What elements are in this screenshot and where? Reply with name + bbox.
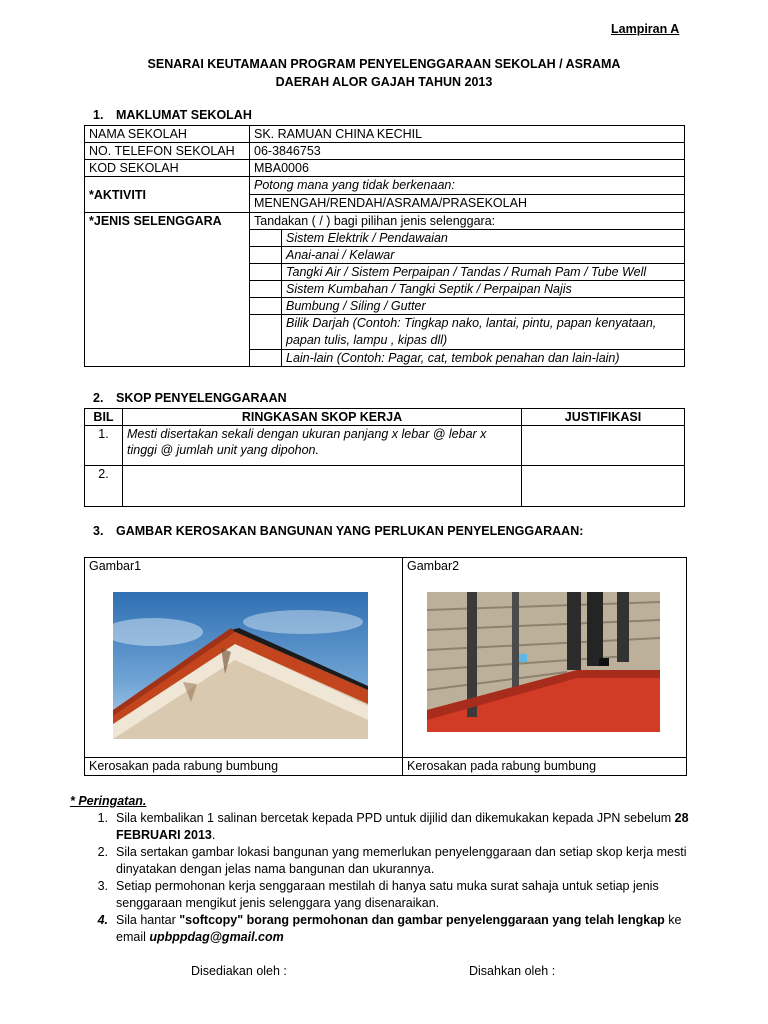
jenis-option: Sistem Kumbahan / Tangki Septik / Perpaipan Najis	[282, 281, 685, 298]
checkbox-cell[interactable]	[250, 350, 282, 367]
disahkan-label: Disahkan oleh :	[469, 964, 556, 978]
note-text: Sila hantar	[116, 913, 180, 927]
photo-caption-divider	[84, 757, 687, 758]
section2-heading: SKOP PENYELENGGARAAN	[116, 391, 287, 405]
label-aktiviti: *AKTIVITI	[85, 177, 250, 213]
scope-row-ringkasan[interactable]	[123, 466, 522, 507]
value-telefon: 06-3846753	[250, 143, 685, 160]
school-info-table	[84, 125, 685, 367]
checkbox-cell[interactable]	[250, 281, 282, 298]
jenis-option: Bumbung / Siling / Gutter	[282, 298, 685, 315]
gambar2-photo	[427, 592, 660, 732]
note-number: 1.	[97, 811, 108, 825]
scope-row-bil: 1.	[85, 426, 123, 466]
note-text: Setiap permohonan kerja senggaraan mestilah di hanya satu muka surat sahaja untuk setiap jenis senggaraan mengikut jenis selenggara yang disenaraikan.	[116, 879, 659, 910]
section2-number: 2.	[93, 391, 104, 405]
gambar1-label: Gambar1	[89, 559, 142, 573]
photo-table-divider	[402, 557, 403, 776]
jenis-option: Tangki Air / Sistem Perpaipan / Tandas / Rumah Pam / Tube Well	[282, 264, 685, 281]
checkbox-cell[interactable]	[250, 264, 282, 281]
note-text-mid: ke email	[116, 913, 682, 944]
section3-heading: GAMBAR KEROSAKAN BANGUNAN YANG PERLUKAN PENYELENGGARAAN:	[116, 524, 584, 538]
scope-table	[84, 408, 685, 507]
value-kod-sekolah: MBA0006	[250, 160, 685, 177]
label-jenis-selenggara: *JENIS SELENGGARA	[85, 213, 250, 367]
scope-row-justifikasi[interactable]	[522, 426, 685, 466]
col-bil: BIL	[85, 409, 123, 426]
note-item	[88, 878, 708, 912]
checkbox-cell[interactable]	[250, 230, 282, 247]
checkbox-cell[interactable]	[250, 298, 282, 315]
note-text: Sila kembalikan 1 salinan bercetak kepada PPD untuk dijilid dan dikemukakan kepada JPN sebelum	[116, 811, 675, 825]
label-nama-sekolah: NAMA SEKOLAH	[85, 126, 250, 143]
scope-row-bil: 2.	[85, 466, 123, 507]
aktiviti-value: MENENGAH/RENDAH/ASRAMA/PRASEKOLAH	[250, 195, 685, 213]
section1-heading: MAKLUMAT SEKOLAH	[116, 108, 252, 122]
section1-number: 1.	[93, 108, 104, 122]
jenis-option: Anai-anai / Kelawar	[282, 247, 685, 264]
aktiviti-note: Potong mana yang tidak berkenaan:	[250, 177, 685, 195]
document-title-line1: SENARAI KEUTAMAAN PROGRAM PENYELENGGARAAN SEKOLAH / ASRAMA	[147, 57, 621, 71]
scope-row-ringkasan[interactable]: Mesti disertakan sekali dengan ukuran panjang x lebar @ lebar x tinggi @ jumlah unit yang dipohon.	[123, 426, 522, 466]
gambar2-caption: Kerosakan pada rabung bumbung	[407, 759, 597, 773]
note-text: Sila sertakan gambar lokasi bangunan yang memerlukan penyelenggaraan dan setiap skop kerja mesti dinyatakan dengan jelas nama bangunan dan ukurannya.	[116, 845, 687, 876]
notes-list	[88, 810, 708, 946]
lampiran-label: Lampiran A	[611, 22, 680, 36]
note-text-end: .	[211, 828, 216, 842]
jenis-option: Bilik Darjah (Contoh: Tingkap nako, lantai, pintu, papan kenyataan, papan tulis, lampu , kipas dll)	[282, 315, 685, 350]
col-ringkasan: RINGKASAN SKOP KERJA	[123, 409, 522, 426]
notes-heading: * Peringatan.	[70, 794, 147, 808]
note-item	[88, 912, 708, 946]
jenis-option: Sistem Elektrik / Pendawaian	[282, 230, 685, 247]
checkbox-cell[interactable]	[250, 247, 282, 264]
note-number: 2.	[97, 845, 108, 859]
note-bold-text: "softcopy" borang permohonan dan gambar penyelenggaraan yang telah lengkap	[179, 913, 665, 927]
email-link[interactable]: upbppdag@gmail.com	[149, 930, 284, 944]
col-justifikasi: JUSTIFIKASI	[522, 409, 685, 426]
label-kod-sekolah: KOD SEKOLAH	[85, 160, 250, 177]
section3-number: 3.	[93, 524, 104, 538]
gambar1-photo	[113, 592, 368, 739]
note-number: 3.	[97, 879, 108, 893]
deadline-date: 28 FEBRUARI 2013	[116, 811, 689, 842]
note-item	[88, 810, 708, 844]
gambar2-label: Gambar2	[407, 559, 460, 573]
disediakan-label: Disediakan oleh :	[191, 964, 287, 978]
note-number: 4.	[97, 913, 108, 927]
jenis-option: Lain-lain (Contoh: Pagar, cat, tembok penahan dan lain-lain)	[282, 350, 685, 367]
note-item	[88, 844, 708, 878]
value-nama-sekolah: SK. RAMUAN CHINA KECHIL	[250, 126, 685, 143]
checkbox-cell[interactable]	[250, 315, 282, 350]
scope-row-justifikasi[interactable]	[522, 466, 685, 507]
label-telefon: NO. TELEFON SEKOLAH	[85, 143, 250, 160]
jenis-instruction: Tandakan ( / ) bagi pilihan jenis selenggara:	[250, 213, 685, 230]
gambar1-caption: Kerosakan pada rabung bumbung	[89, 759, 279, 773]
document-title-line2: DAERAH ALOR GAJAH TAHUN 2013	[275, 75, 493, 89]
